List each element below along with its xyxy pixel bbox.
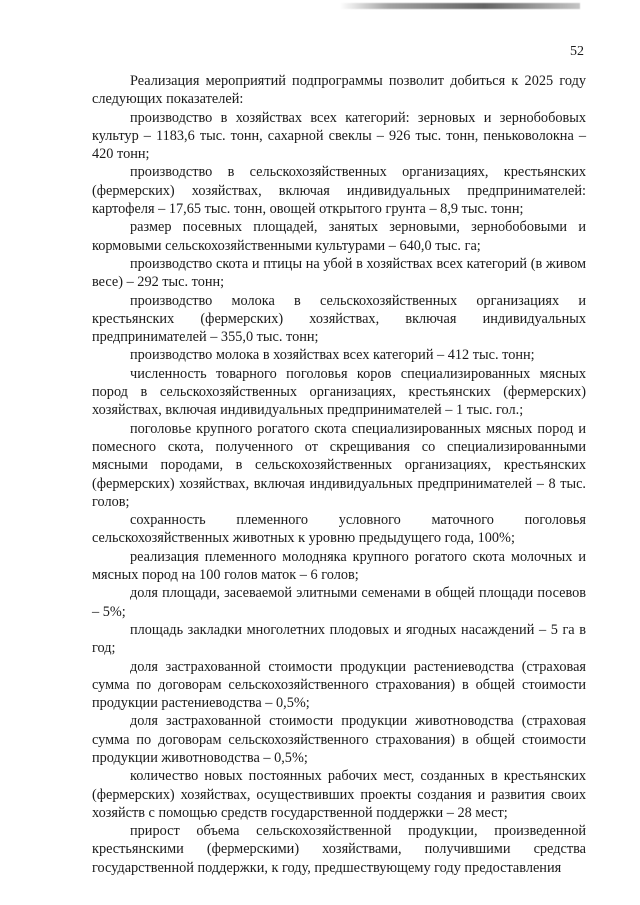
paragraph-orchards: площадь закладки многолетних плодовых и ягодных насаждений – 5 га в год;	[92, 621, 586, 657]
paragraph-livestock-slaughter: производство скота и птицы на убой в хозяйствах всех категорий (в живом весе) – 292 тыс. тонн;	[92, 255, 586, 291]
document-body	[92, 72, 586, 877]
paragraph-grain-beet-hemp: производство в хозяйствах всех категорий: зерновых и зернобобовых культур – 1183,6 тыс. тонн, сахарной свеклы – 926 тыс. тонн, пеньковолокна – 420 тонн;	[92, 109, 586, 163]
paragraph-breeding-stock: сохранность племенного условного маточного поголовья сельскохозяйственных животных к уровню предыдущего года, 100%;	[92, 512, 586, 547]
paragraph-elite-seeds: доля площади, засеваемой элитными семенами в общей площади посевов – 5%;	[92, 585, 586, 620]
scan-artifact-top	[340, 3, 580, 9]
paragraph-beef-cows: численность товарного поголовья коров специализированных мясных пород в сельскохозяйственных организациях, крестьянских (фермерских) хозяйствах, включая индивидуальных предпринимателей – 1 тыс. гол.;	[92, 365, 586, 419]
paragraph-breeding-youngstock: реализация племенного молодняка крупного рогатого скота молочных и мясных пород на 100 голов маток – 6 голов;	[92, 548, 586, 584]
paragraph-sown-area: размер посевных площадей, занятых зерновыми, зернобобовыми и кормовыми сельскохозяйственными культурами – 640,0 тыс. га;	[92, 219, 586, 254]
paragraph-milk-organizations: производство молока в сельскохозяйственных организациях и крестьянских (фермерских) хозяйствах, включая индивидуальных предпринимателей – 355,0 тыс. тонн;	[92, 292, 586, 346]
paragraph-intro: Реализация мероприятий подпрограммы позволит добиться к 2025 году следующих показателей:	[92, 73, 586, 108]
paragraph-new-jobs: количество новых постоянных рабочих мест, созданных в крестьянских (фермерских) хозяйствах, осуществивших проекты создания и развития своих хозяйств с помощью средств государственной поддержки – 28 мест;	[92, 768, 586, 821]
paragraph-crop-insurance: доля застрахованной стоимости продукции растениеводства (страховая сумма по договорам сельскохозяйственного страхования) в общей стоимости продукции растениеводства – 0,5%;	[92, 658, 586, 712]
paragraph-milk-all-farms: производство молока в хозяйствах всех категорий – 412 тыс. тонн;	[130, 347, 535, 364]
page-number: 52	[570, 44, 584, 59]
paragraph-cattle-herd: поголовье крупного рогатого скота специализированных мясных пород и помесного скота, полученного от скрещивания со специализированными мясными породами, в сельскохозяйственных организациях, крестьянских (фермерских) хозяйствах, включая индивидуальных предпринимателей – 8 тыс. голов;	[92, 420, 586, 510]
paragraph-livestock-insurance: доля застрахованной стоимости продукции животноводства (страховая сумма по договорам сельскохозяйственного страхования) в общей стоимости продукции животноводства – 0,5%;	[92, 713, 586, 766]
paragraph-output-growth: прирост объема сельскохозяйственной продукции, произведенной крестьянскими (фермерскими) хозяйствами, получившими средства государственной поддержки, к году, предшествующему году предоставления	[92, 823, 586, 876]
paragraph-potato-vegetables: производство в сельскохозяйственных организациях, крестьянских (фермерских) хозяйствах, включая индивидуальных предпринимателей: картофеля – 17,65 тыс. тонн, овощей открытого грунта – 8,9 тыс. тонн;	[92, 164, 586, 218]
